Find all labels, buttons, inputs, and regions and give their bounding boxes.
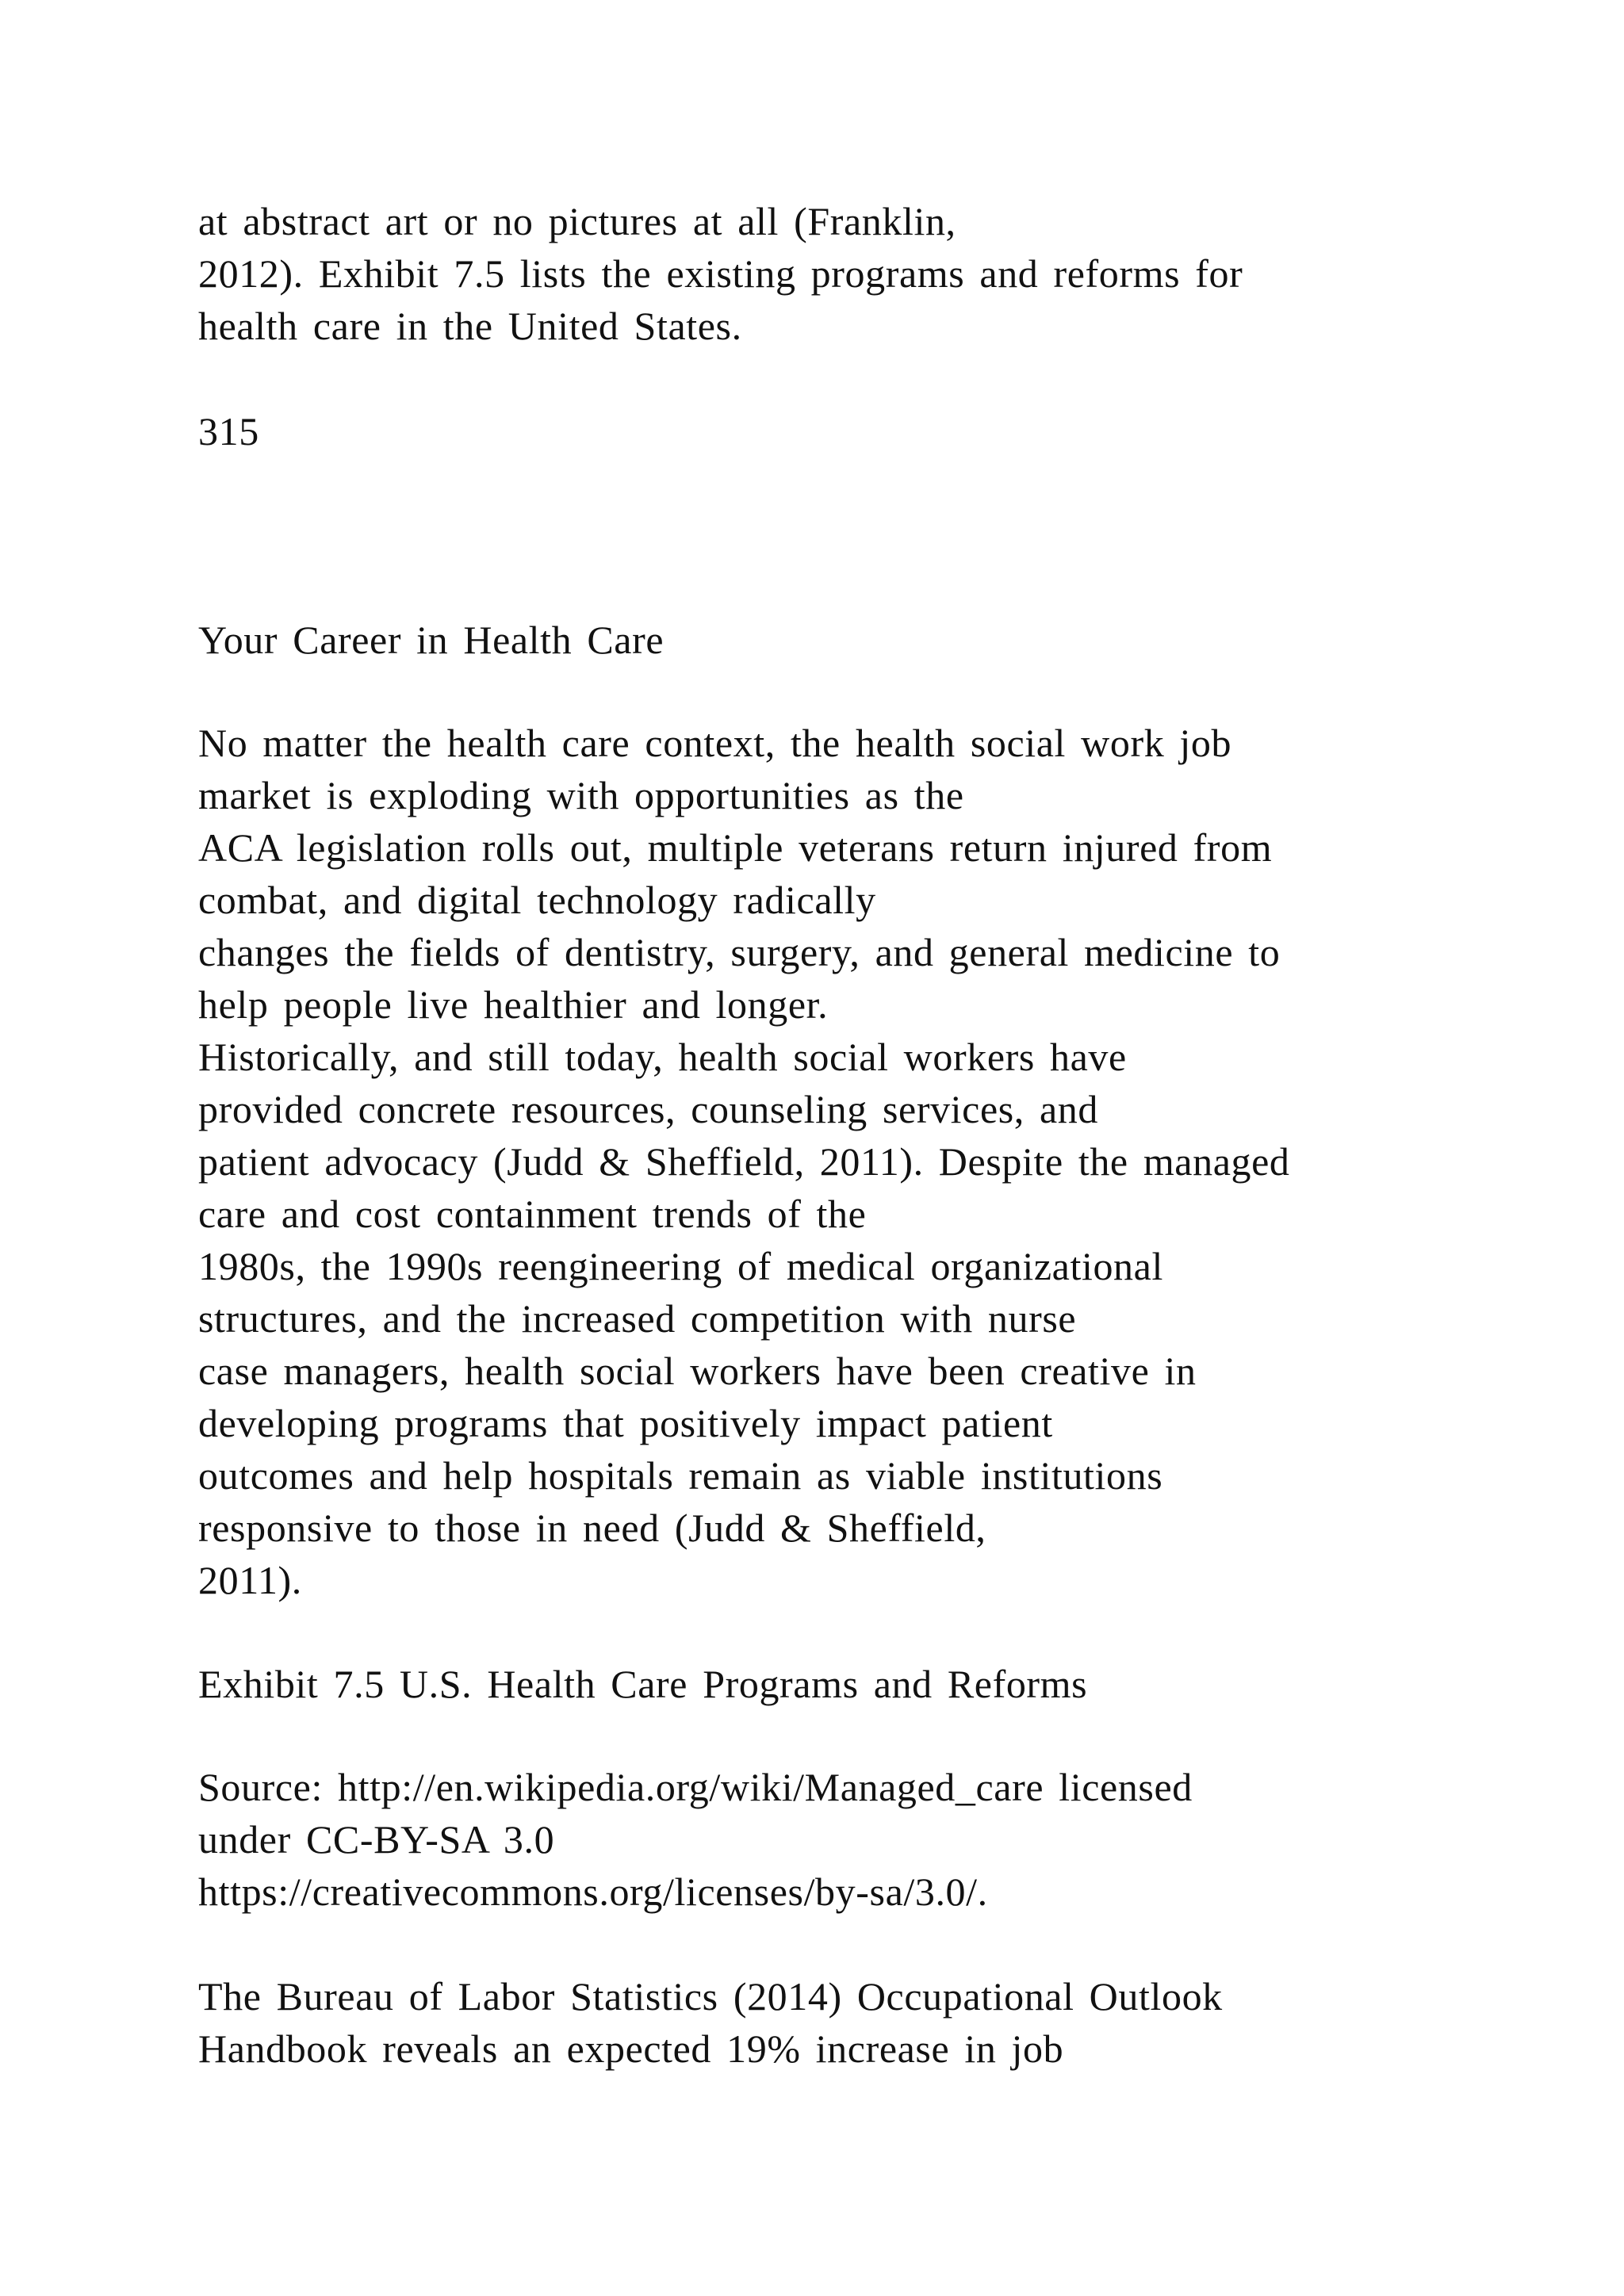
exhibit-caption: Exhibit 7.5 U.S. Health Care Programs and Reforms (198, 1662, 1088, 1706)
source-line: Source: http://en.wikipedia.org/wiki/Managed_care licensed (198, 1765, 1193, 1809)
body-line: changes the fields of dentistry, surgery, and general medicine to (198, 930, 1281, 974)
intro-line: at abstract art or no pictures at all (Franklin, (198, 199, 956, 243)
final-line: The Bureau of Labor Statistics (2014) Occupational Outlook (198, 1974, 1223, 2019)
body-line: help people live healthier and longer. (198, 982, 829, 1027)
source-line: under CC-BY-SA 3.0 (198, 1817, 555, 1862)
body-line: outcomes and help hospitals remain as viable institutions (198, 1453, 1163, 1498)
body-line: combat, and digital technology radically (198, 878, 876, 922)
body-line: developing programs that positively impact patient (198, 1401, 1053, 1445)
source-line: https://creativecommons.org/licenses/by-sa/3.0/. (198, 1869, 988, 1914)
intro-line: 2012). Exhibit 7.5 lists the existing programs and reforms for (198, 251, 1243, 296)
page-number: 315 (198, 409, 259, 453)
body-line: market is exploding with opportunities as the (198, 773, 964, 817)
body-line: case managers, health social workers have been creative in (198, 1349, 1197, 1393)
intro-line: health care in the United States. (198, 304, 742, 348)
body-line: 1980s, the 1990s reengineering of medical organizational (198, 1244, 1163, 1288)
body-line: care and cost containment trends of the (198, 1192, 867, 1236)
section-heading: Your Career in Health Care (198, 618, 665, 662)
body-line: 2011). (198, 1558, 302, 1602)
body-line: structures, and the increased competition with nurse (198, 1296, 1077, 1341)
body-line: provided concrete resources, counseling services, and (198, 1087, 1098, 1131)
body-line: patient advocacy (Judd & Sheffield, 2011). Despite the managed (198, 1139, 1290, 1184)
final-line: Handbook reveals an expected 19% increase in job (198, 2026, 1064, 2071)
body-line: responsive to those in need (Judd & Sheffield, (198, 1506, 986, 1550)
body-line: ACA legislation rolls out, multiple veterans return injured from (198, 825, 1273, 870)
body-line: Historically, and still today, health social workers have (198, 1035, 1127, 1079)
body-line: No matter the health care context, the health social work job (198, 721, 1232, 765)
